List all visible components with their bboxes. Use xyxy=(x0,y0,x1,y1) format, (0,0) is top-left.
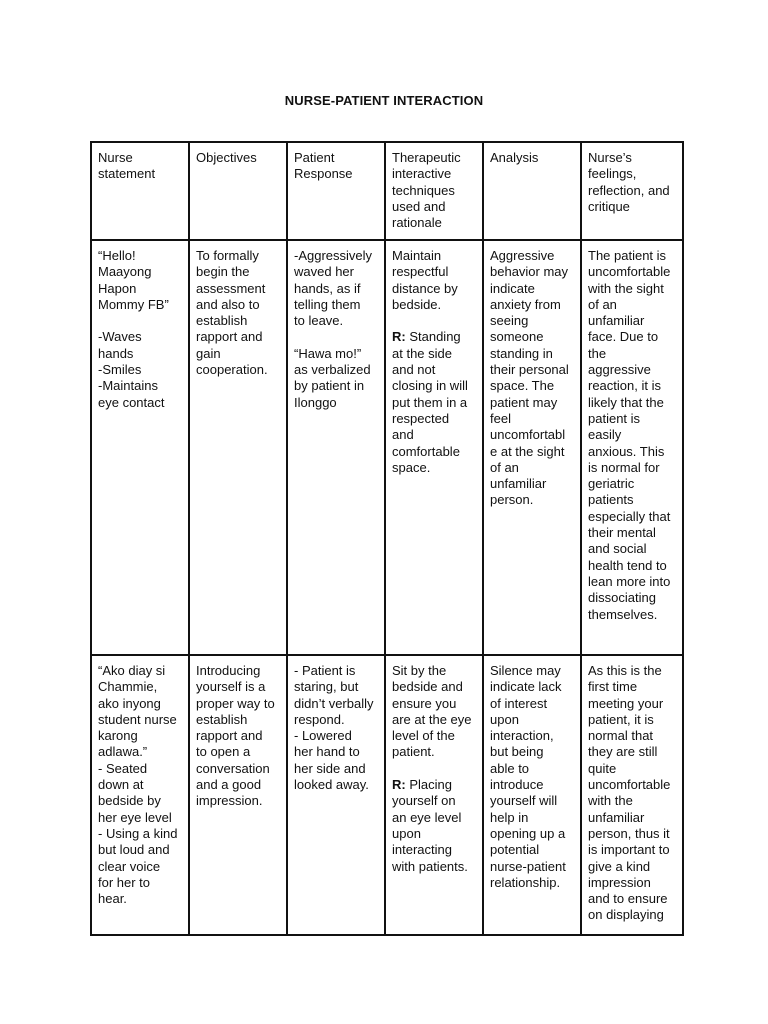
cell-nurse-statement: “Hello! Maayong Hapon Mommy FB” -Waves hands -Smiles -Maintains eye contact xyxy=(91,240,189,655)
table-row xyxy=(91,240,683,655)
technique-text: Sit by the bedside and ensure you are at the eye level of the patient. xyxy=(392,663,472,760)
cell-analysis: Aggressive behavior may indicate anxiety from seeing someone standing in their personal space. The patient may feel uncomfortabl e at the sight of an unfamiliar person. xyxy=(483,240,581,655)
cell-analysis: Silence may indicate lack of interest upon interaction, but being able to introduce yourself will help in opening up a potential nurse-patient relationship. xyxy=(483,655,581,935)
cell-nurse-statement: “Ako diay si Chammie, ako inyong student nurse karong adlawa.” - Seated down at bedside by her eye level - Using a kind but loud and clear voice for her to hear. xyxy=(91,655,189,935)
cell-patient-response: -Aggressively waved her hands, as if telling them to leave. “Hawa mo!” as verbalized by patient in Ilonggo xyxy=(287,240,385,655)
page-title: NURSE-PATIENT INTERACTION xyxy=(284,93,484,108)
header-nurse-statement: Nurse statement xyxy=(91,142,189,240)
rationale-text: Standing at the side and not closing in will put them in a respected and comfortable space. xyxy=(392,329,468,475)
cell-reflection: As this is the first time meeting your patient, it is normal that they are still quite uncomfortable with the unfamiliar person, thus it is important to give a kind impression and to ensure on displaying xyxy=(581,655,683,935)
interaction-table xyxy=(90,141,684,936)
cell-patient-response: - Patient is staring, but didn’t verbally respond. - Lowered her hand to her side and looked away. xyxy=(287,655,385,935)
cell-objectives: Introducing yourself is a proper way to establish rapport and to open a conversation and a good impression. xyxy=(189,655,287,935)
header-objectives: Objectives xyxy=(189,142,287,240)
table-row xyxy=(91,655,683,935)
cell-techniques xyxy=(385,655,483,935)
cell-reflection: The patient is uncomfortable with the sight of an unfamiliar face. Due to the aggressive reaction, it is likely that the patient is easily anxious. This is normal for geriatric patients especially that their mental and social health tend to lean more into dissociating themselves. xyxy=(581,240,683,655)
technique-text: Maintain respectful distance by bedside. xyxy=(392,248,458,312)
cell-techniques xyxy=(385,240,483,655)
rationale-label: R: xyxy=(392,777,406,793)
rationale-label: R: xyxy=(392,329,406,345)
header-techniques: Therapeutic interactive techniques used and rationale xyxy=(385,142,483,240)
header-reflection: Nurse’s feelings, reflection, and critique xyxy=(581,142,683,240)
header-patient-response: Patient Response xyxy=(287,142,385,240)
cell-objectives: To formally begin the assessment and also to establish rapport and gain cooperation. xyxy=(189,240,287,655)
table-header-row xyxy=(91,142,683,240)
header-analysis: Analysis xyxy=(483,142,581,240)
rationale-text: Placing yourself on an eye level upon interacting with patients. xyxy=(392,777,468,874)
